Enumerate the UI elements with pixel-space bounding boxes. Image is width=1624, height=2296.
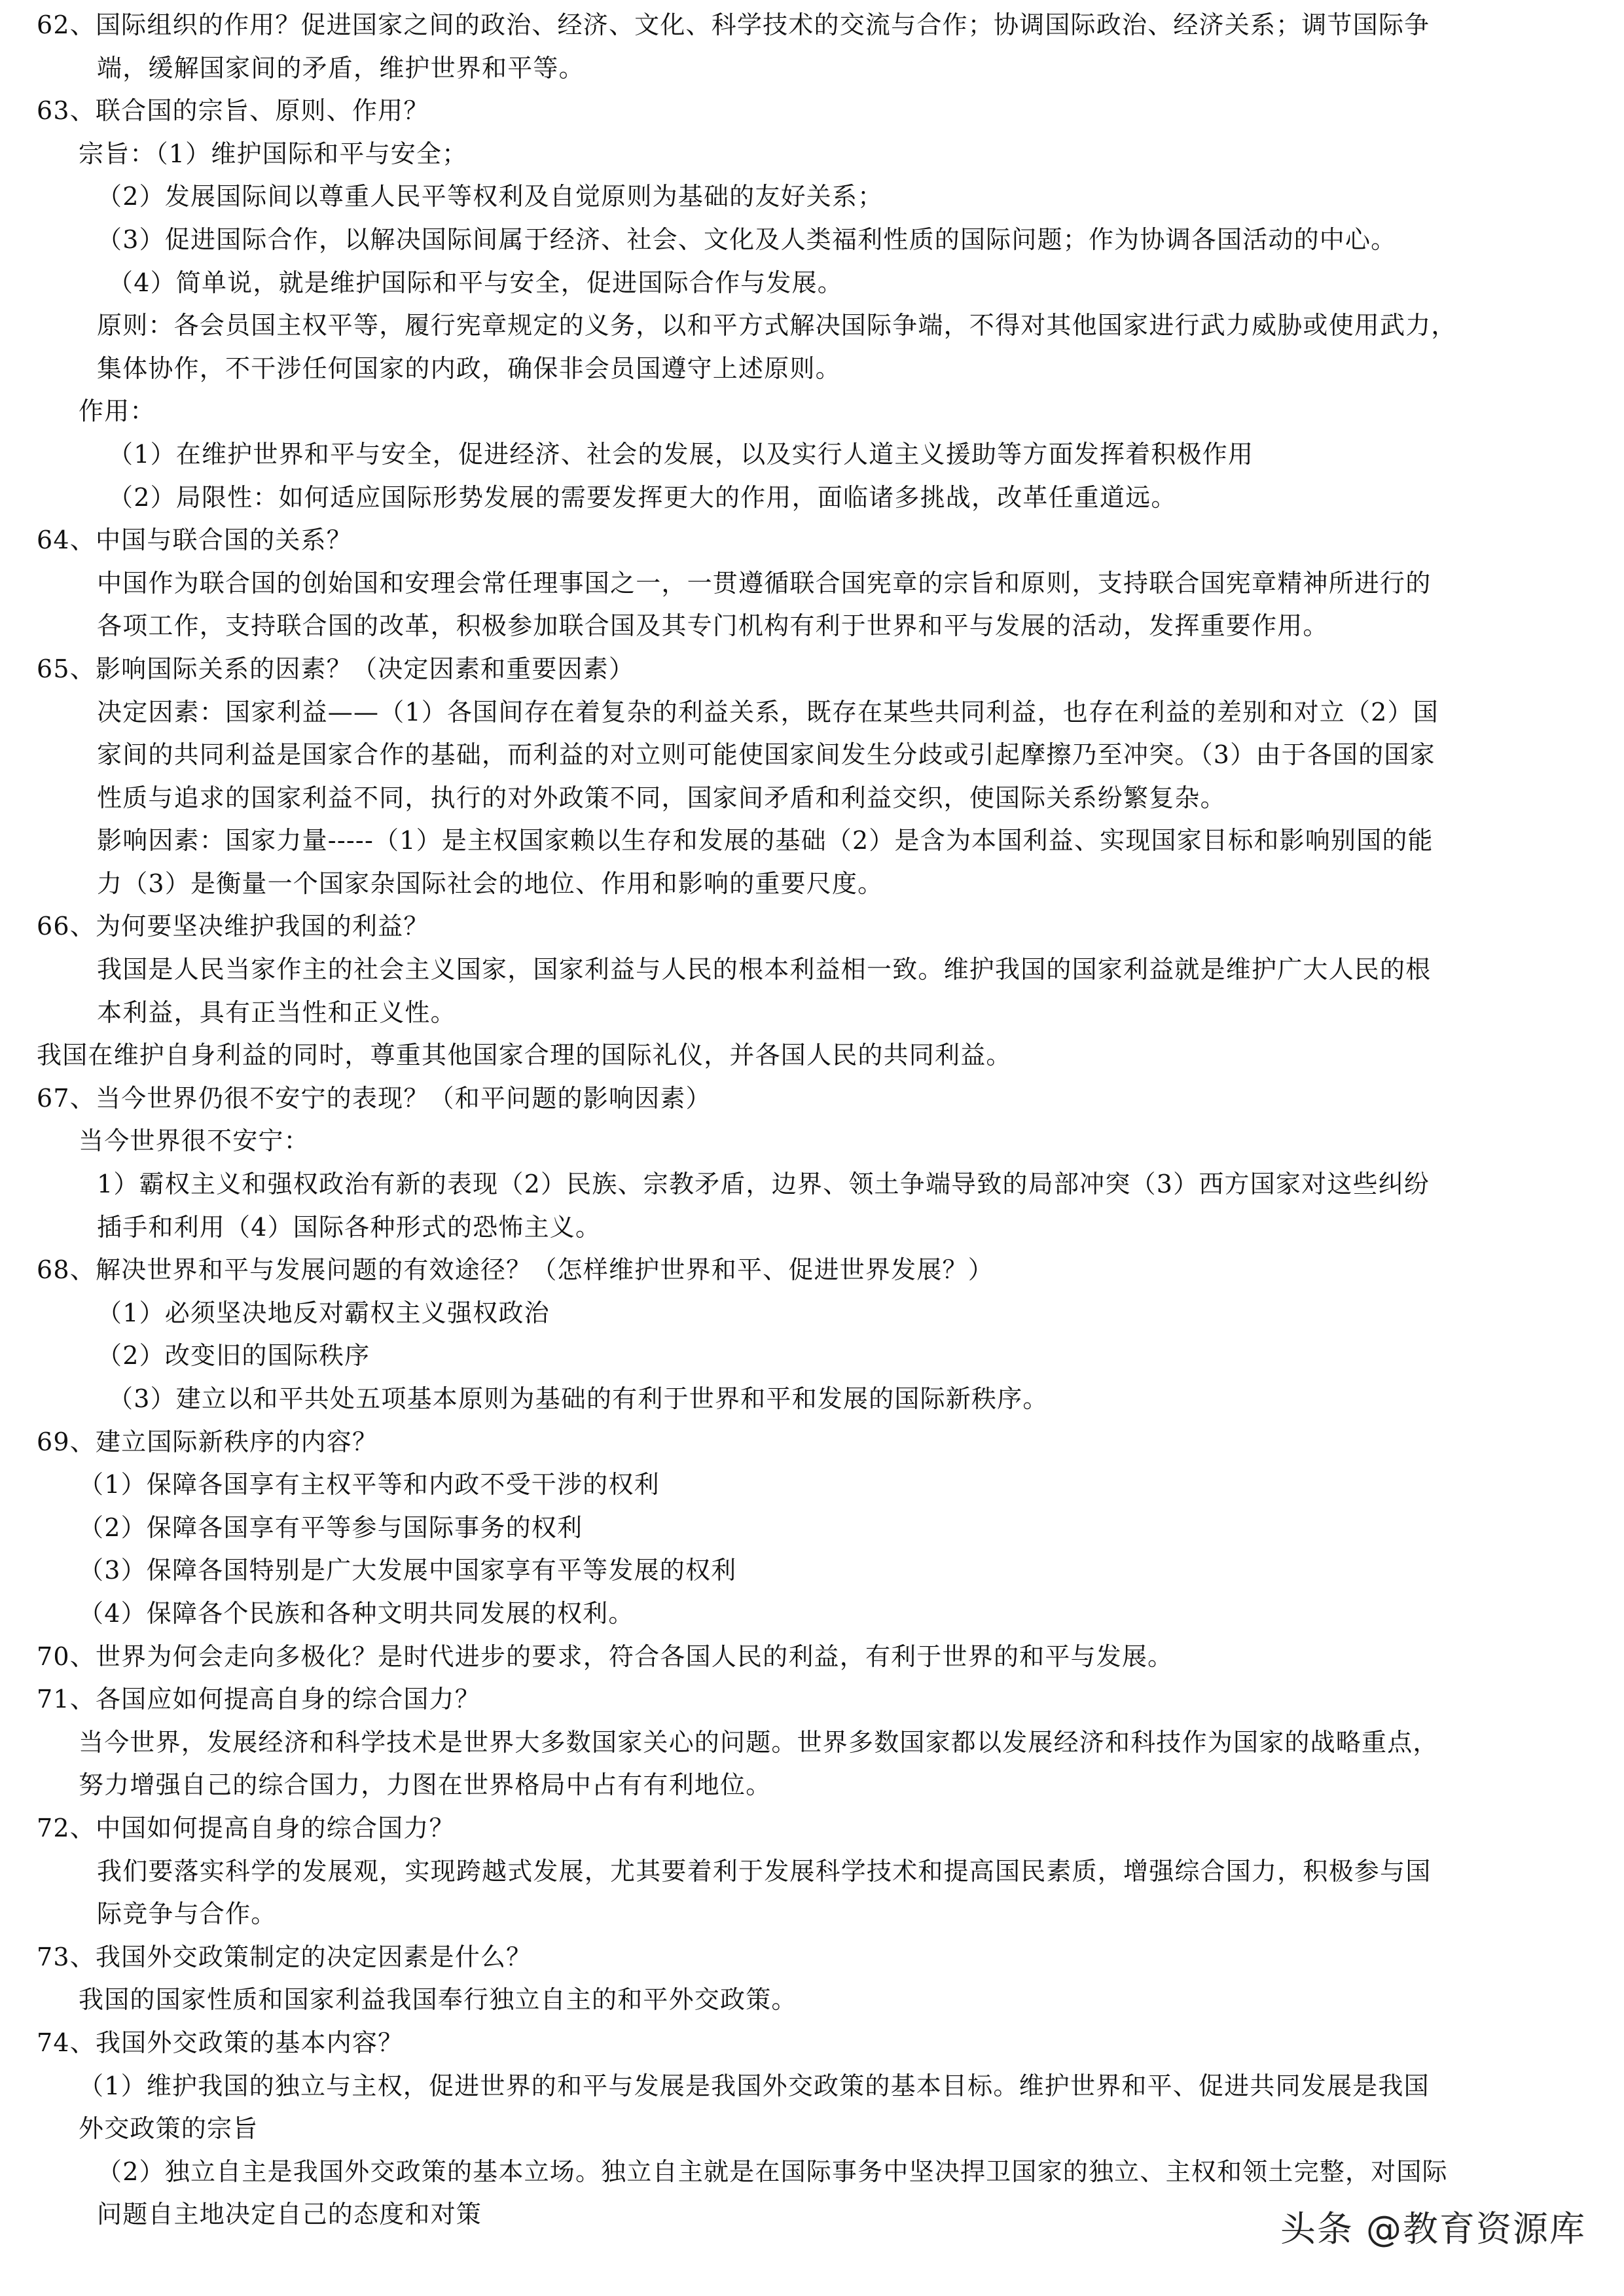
text-line: 家间的共同利益是国家合作的基础，而利益的对立则可能使国家间发生分歧或引起摩擦乃至冲突。（3）由于各国的国家 [97, 740, 1435, 770]
question-heading: 74、我国外交政策的基本内容？ [37, 2028, 404, 2057]
question-heading: 71、各国应如何提高自身的综合国力？ [37, 1685, 480, 1714]
question-heading: 70、世界为何会走向多极化？是时代进步的要求，符合各国人民的利益，有利于世界的和平与发展。 [37, 1641, 1174, 1671]
text-line: 我国是人民当家作主的社会主义国家，国家利益与人民的根本利益相一致。维护我国的国家利益就是维护广大人民的根 [97, 955, 1432, 984]
text-line: （2）改变旧的国际秩序 [97, 1341, 370, 1371]
text-line: （2）独立自主是我国外交政策的基本立场。独立自主就是在国际事务中坚决捍卫国家的独立、主权和领土完整，对国际 [97, 2157, 1448, 2186]
text-line: （2）保障各国享有平等参与国际事务的权利 [79, 1513, 583, 1542]
question-heading: 66、为何要坚决维护我国的利益？ [37, 912, 429, 941]
text-line: （2）发展国际间以尊重人民平等权利及自觉原则为基础的友好关系； [97, 182, 884, 211]
text-line: 作用： [79, 397, 156, 426]
text-line: （1）在维护世界和平与安全，促进经济、社会的发展，以及实行人道主义援助等方面发挥着积极作用 [108, 439, 1254, 469]
text-line: 外交政策的宗旨 [79, 2114, 259, 2144]
text-line: （3）保障各国特别是广大发展中国家享有平等发展的权利 [79, 1556, 737, 1585]
question-heading: 69、建立国际新秩序的内容？ [37, 1427, 378, 1456]
question-heading: 62、国际组织的作用？促进国家之间的政治、经济、文化、科学技术的交流与合作；协调国际政治、经济关系；调节国际争 [37, 10, 1430, 39]
text-line: 决定因素：国家利益——（1）各国间存在着复杂的利益关系，既存在某些共同利益，也存在利益的差别和对立（2）国 [97, 697, 1439, 726]
text-line: 问题自主地决定自己的态度和对策 [97, 2200, 482, 2229]
text-line: 宗旨：（1）维护国际和平与安全； [79, 139, 468, 168]
text-line: （2）局限性：如何适应国际形势发展的需要发挥更大的作用，面临诸多挑战，改革任重道远。 [108, 482, 1177, 512]
text-line: 我国的国家性质和国家利益我国奉行独立自主的和平外交政策。 [79, 1985, 797, 2015]
document-page [0, 4, 1597, 2236]
question-heading: 68、解决世界和平与发展问题的有效途径？（怎样维护世界和平、促进世界发展？） [37, 1255, 994, 1285]
question-heading: 67、当今世界仍很不安宁的表现？（和平问题的影响因素） [37, 1083, 712, 1113]
text-line: （1）维护我国的独立与主权，促进世界的和平与发展是我国外交政策的基本目标。维护世界和平、促进共同发展是我国 [79, 2071, 1430, 2100]
text-line: （4）保障各个民族和各种文明共同发展的权利。 [79, 1598, 634, 1628]
question-heading: 63、联合国的宗旨、原则、作用？ [37, 96, 429, 126]
text-line: （1）必须坚决地反对霸权主义强权政治 [97, 1298, 550, 1327]
text-line: 性质与追求的国家利益不同，执行的对外政策不同，国家间矛盾和利益交织，使国际关系纷繁复杂。 [97, 783, 1226, 812]
text-line: （4）简单说，就是维护国际和平与安全，促进国际合作与发展。 [108, 268, 843, 297]
text-line: 努力增强自己的综合国力，力图在世界格局中占有有利地位。 [79, 1770, 772, 1800]
text-line: 际竞争与合作。 [97, 1899, 277, 1929]
watermark: 头条 @教育资源库 [1280, 2208, 1586, 2250]
text-line: 1）霸权主义和强权政治有新的表现（2）民族、宗教矛盾，边界、领土争端导致的局部冲突（3）西方国家对这些纠纷 [97, 1170, 1430, 1199]
text-line: 力（3）是衡量一个国家杂国际社会的地位、作用和影响的重要尺度。 [97, 869, 884, 898]
text-line: 我们要落实科学的发展观，实现跨越式发展，尤其要着利于发展科学技术和提高国民素质，增强综合国力，积极参与国 [97, 1856, 1432, 1886]
text-line: 影响因素：国家力量-----（1）是主权国家赖以生存和发展的基础（2）是含为本国利益、实现国家目标和影响别国的能 [97, 826, 1434, 855]
text-line: 各项工作，支持联合国的改革，积极参加联合国及其专门机构有利于世界和平与发展的活动，发挥重要作用。 [97, 611, 1329, 641]
text-line: （3）建立以和平共处五项基本原则为基础的有利于世界和平和发展的国际新秩序。 [108, 1384, 1049, 1413]
text-line: 端，缓解国家间的矛盾，维护世界和平等。 [97, 53, 585, 82]
text-line: 集体协作，不干涉任何国家的内政，确保非会员国遵守上述原则。 [97, 353, 841, 383]
question-heading: 64、中国与联合国的关系？ [37, 526, 352, 555]
question-heading: 72、中国如何提高自身的综合国力？ [37, 1813, 455, 1842]
text-line: （1）保障各国享有主权平等和内政不受干涉的权利 [79, 1470, 660, 1499]
text-line: 原则：各会员国主权平等，履行宪章规定的义务，以和平方式解决国际争端，不得对其他国家进行武力威胁或使用武力， [97, 311, 1457, 340]
text-line: （3）促进国际合作，以解决国际间属于经济、社会、文化及人类福利性质的国际问题；作为协调各国活动的中心。 [97, 224, 1397, 254]
text-line: 插手和利用（4）国际各种形式的恐怖主义。 [97, 1212, 602, 1242]
question-heading: 65、影响国际关系的因素？（决定因素和重要因素） [37, 654, 635, 683]
question-heading: 73、我国外交政策制定的决定因素是什么？ [37, 1942, 532, 1971]
text-line: 中国作为联合国的创始国和安理会常任理事国之一，一贯遵循联合国宪章的宗旨和原则，支持联合国宪章精神所进行的 [97, 568, 1432, 598]
text-line: 当今世界，发展经济和科学技术是世界大多数国家关心的问题。世界多数国家都以发展经济和科技作为国家的战略重点， [79, 1727, 1439, 1757]
text-line: 当今世界很不安宁： [79, 1126, 310, 1156]
text-line: 我国在维护自身利益的同时，尊重其他国家合理的国际礼仪，并各国人民的共同利益。 [37, 1041, 1012, 1070]
text-line: 本利益，具有正当性和正义性。 [97, 997, 456, 1027]
